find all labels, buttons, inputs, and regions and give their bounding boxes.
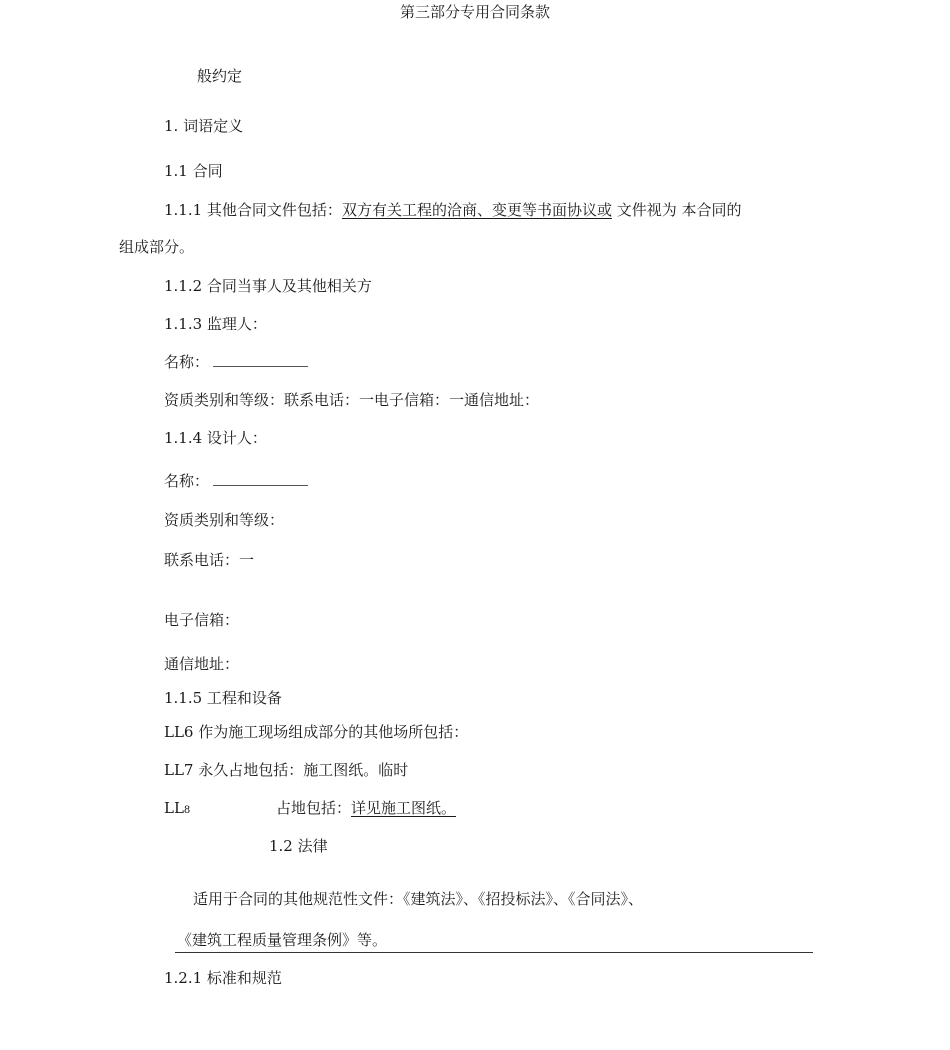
clause-1-1-2: 1.1.2 合同当事人及其他相关方 [164, 277, 372, 295]
clause-1-1-5: 1.1.5 工程和设备 [164, 689, 282, 707]
page-title: 第三部分专用合同条款 [399, 3, 550, 21]
clause-1-1-1-tail: 文件视为 本合同的 [611, 201, 742, 219]
supervisor-name-label: 名称： [164, 353, 210, 371]
laws-line-1: 适用于合同的其他规范性文件：《建筑法》、《招投标法》、《合同法》、 [193, 890, 644, 908]
clause-1-1-1-continuation: 组成部分。 [119, 238, 195, 256]
clause-1-1-1 [164, 200, 742, 220]
clause-1-1-1-label: 1.1.1 其他合同文件包括： [164, 201, 342, 219]
designer-name-blank [213, 471, 308, 486]
section-1-1-heading: 1.1 合同 [164, 162, 223, 180]
supervisor-name-row [164, 352, 308, 372]
horizontal-rule [175, 952, 813, 953]
clause-1-1-8-underlined: 详见施工图纸。 [351, 799, 457, 817]
section-1-heading: 1. 词语定义 [164, 117, 244, 135]
designer-name-label: 名称： [164, 472, 210, 490]
designer-email: 电子信箱： [164, 611, 240, 629]
clause-1-1-6: LL6 作为施工现场组成部分的其他场所包括： [164, 723, 469, 741]
supervisor-name-blank [213, 352, 308, 367]
designer-name-row [164, 471, 308, 491]
laws-line-2: 《建筑工程质量管理条例》等。 [177, 931, 388, 949]
section-1-2-heading: 1.2 法律 [269, 837, 328, 855]
clause-1-1-8-prefix: LL [164, 799, 184, 817]
clause-1-2-1: 1.2.1 标准和规范 [164, 969, 282, 987]
supervisor-info: 资质类别和等级：联系电话：一电子信箱：一通信地址： [164, 391, 540, 409]
clause-1-1-1-underlined: 双方有关工程的洽商、变更等书面协议或 [341, 201, 612, 219]
clause-1-1-3: 1.1.3 监理人： [164, 315, 267, 333]
clause-1-1-8-label: 占地包括： [276, 799, 352, 817]
clause-1-1-8-text [276, 798, 456, 818]
designer-address: 通信地址： [164, 655, 240, 673]
clause-1-1-7: LL7 永久占地包括：施工图纸。临时 [164, 761, 409, 779]
section-general: 般约定 [197, 67, 243, 85]
clause-1-1-8-subscript: 8 [183, 805, 191, 816]
clause-1-1-4: 1.1.4 设计人： [164, 429, 267, 447]
designer-qualification: 资质类别和等级： [164, 511, 285, 529]
clause-1-1-8-number [164, 798, 190, 821]
designer-phone: 联系电话：一 [164, 551, 255, 569]
